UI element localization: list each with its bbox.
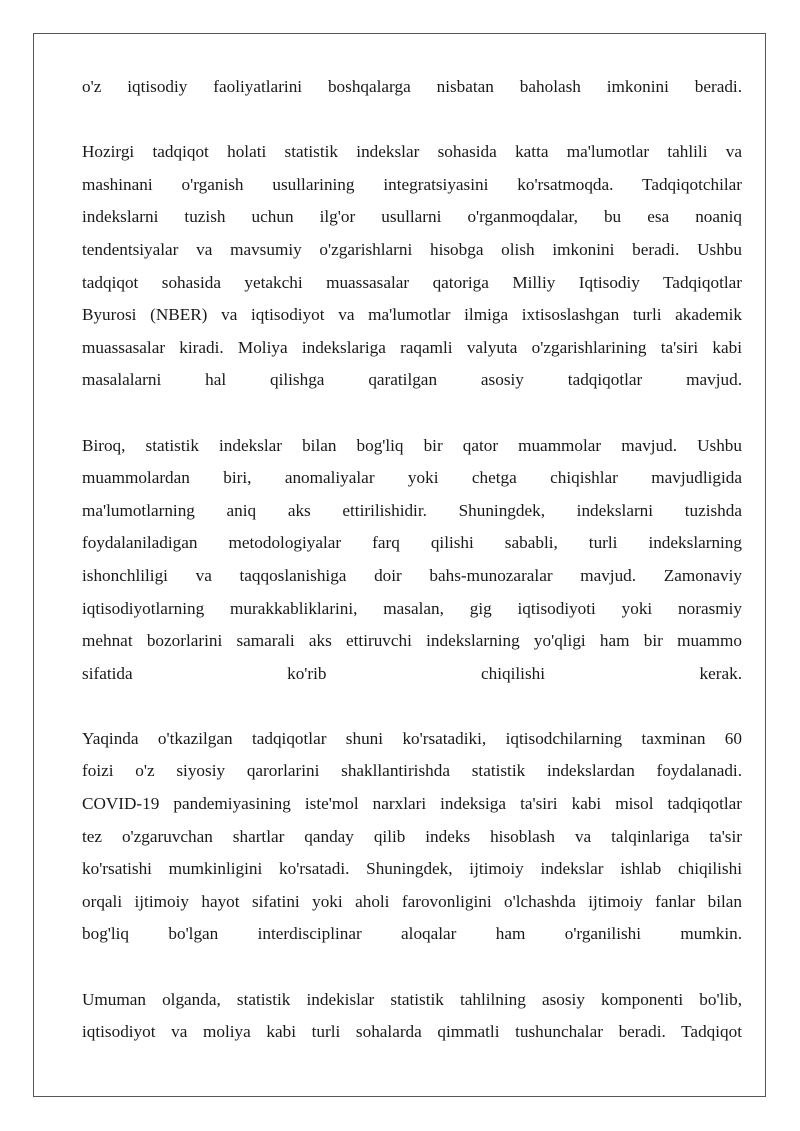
text-line: muammolardan biri, anomaliyalar yoki chetga chiqishlar mavjudligida xyxy=(82,468,742,488)
text-line: COVID-19 pandemiyasining iste'mol narxlari indeksiga ta'siri kabi misol tadqiqotlar xyxy=(82,794,742,814)
text-line: sifatida ko'rib chiqilishi kerak. xyxy=(82,663,742,683)
text-line: foydalaniladigan metodologiyalar farq qilishi sababli, turli indekslarning xyxy=(82,533,742,553)
text-line: Byurosi (NBER) va iqtisodiyot va ma'lumotlar ilmiga ixtisoslashgan turli akademik xyxy=(82,305,742,325)
paragraph-gap xyxy=(82,690,742,723)
text-line: mashinani o'rganish usullarining integratsiyasini ko'rsatmoqda. Tadqiqotchilar xyxy=(82,174,742,194)
text-line: iqtisodiyotlarning murakkabliklarini, masalan, gig iqtisodiyoti yoki norasmiy xyxy=(82,598,742,618)
text-line: ma'lumotlarning aniq aks ettirilishidir. Shuningdek, indekslarni tuzishda xyxy=(82,500,742,520)
text-line: Hozirgi tadqiqot holati statistik indekslar sohasida katta ma'lumotlar tahlili va xyxy=(82,142,742,162)
text-line: bog'liq bo'lgan interdisciplinar aloqalar ham o'rganilishi mumkin. xyxy=(82,924,742,944)
text-line: Umuman olganda, statistik indekislar statistik tahlilning asosiy komponenti bo'lib, xyxy=(82,989,742,1009)
paragraph xyxy=(82,71,742,104)
text-line: tadqiqot sohasida yetakchi muassasalar qatoriga Milliy Iqtisodiy Tadqiqotlar xyxy=(82,272,742,292)
text-line: mehnat bozorlarini samarali aks ettiruvchi indekslarning yo'qligi ham bir muammo xyxy=(82,631,742,651)
paragraph-gap xyxy=(82,397,742,430)
text-line: orqali ijtimoiy hayot sifatini yoki aholi farovonligini o'lchashda ijtimoiy fanlar bilan xyxy=(82,891,742,911)
text-line: masalalarni hal qilishga qaratilgan asosiy tadqiqotlar mavjud. xyxy=(82,370,742,390)
text-line: indekslarni tuzish uchun ilg'or usullarni o'rganmoqdalar, bu esa noaniq xyxy=(82,207,742,227)
paragraph xyxy=(82,136,742,397)
paragraph xyxy=(82,984,742,1049)
paragraph xyxy=(82,430,742,691)
text-line: ko'rsatishi mumkinligini ko'rsatadi. Shuningdek, ijtimoiy indekslar ishlab chiqilishi xyxy=(82,859,742,879)
text-line: ishonchliligi va taqqoslanishiga doir bahs-munozaralar mavjud. Zamonaviy xyxy=(82,565,742,585)
document-body xyxy=(82,71,742,1049)
paragraph-gap xyxy=(82,951,742,984)
text-line: Yaqinda o'tkazilgan tadqiqotlar shuni ko'rsatadiki, iqtisodchilarning taxminan 60 xyxy=(82,728,742,748)
text-line: muassasalar kiradi. Moliya indekslariga raqamli valyuta o'zgarishlarining ta'siri kabi xyxy=(82,337,742,357)
text-line: foizi o'z siyosiy qarorlarini shakllantirishda statistik indekslardan foydalanadi. xyxy=(82,761,742,781)
text-line: tez o'zgaruvchan shartlar qanday qilib indeks hisoblash va talqinlariga ta'sir xyxy=(82,826,742,846)
text-line: Biroq, statistik indekslar bilan bog'liq bir qator muammolar mavjud. Ushbu xyxy=(82,435,742,455)
text-line: o'z iqtisodiy faoliyatlarini boshqalarga nisbatan baholash imkonini beradi. xyxy=(82,77,742,96)
paragraph-gap xyxy=(82,104,742,137)
text-line: tendentsiyalar va mavsumiy o'zgarishlarni hisobga olish imkonini beradi. Ushbu xyxy=(82,239,742,259)
paragraph xyxy=(82,723,742,951)
text-line: iqtisodiyot va moliya kabi turli sohalarda qimmatli tushunchalar beradi. Tadqiqot xyxy=(82,1022,742,1042)
